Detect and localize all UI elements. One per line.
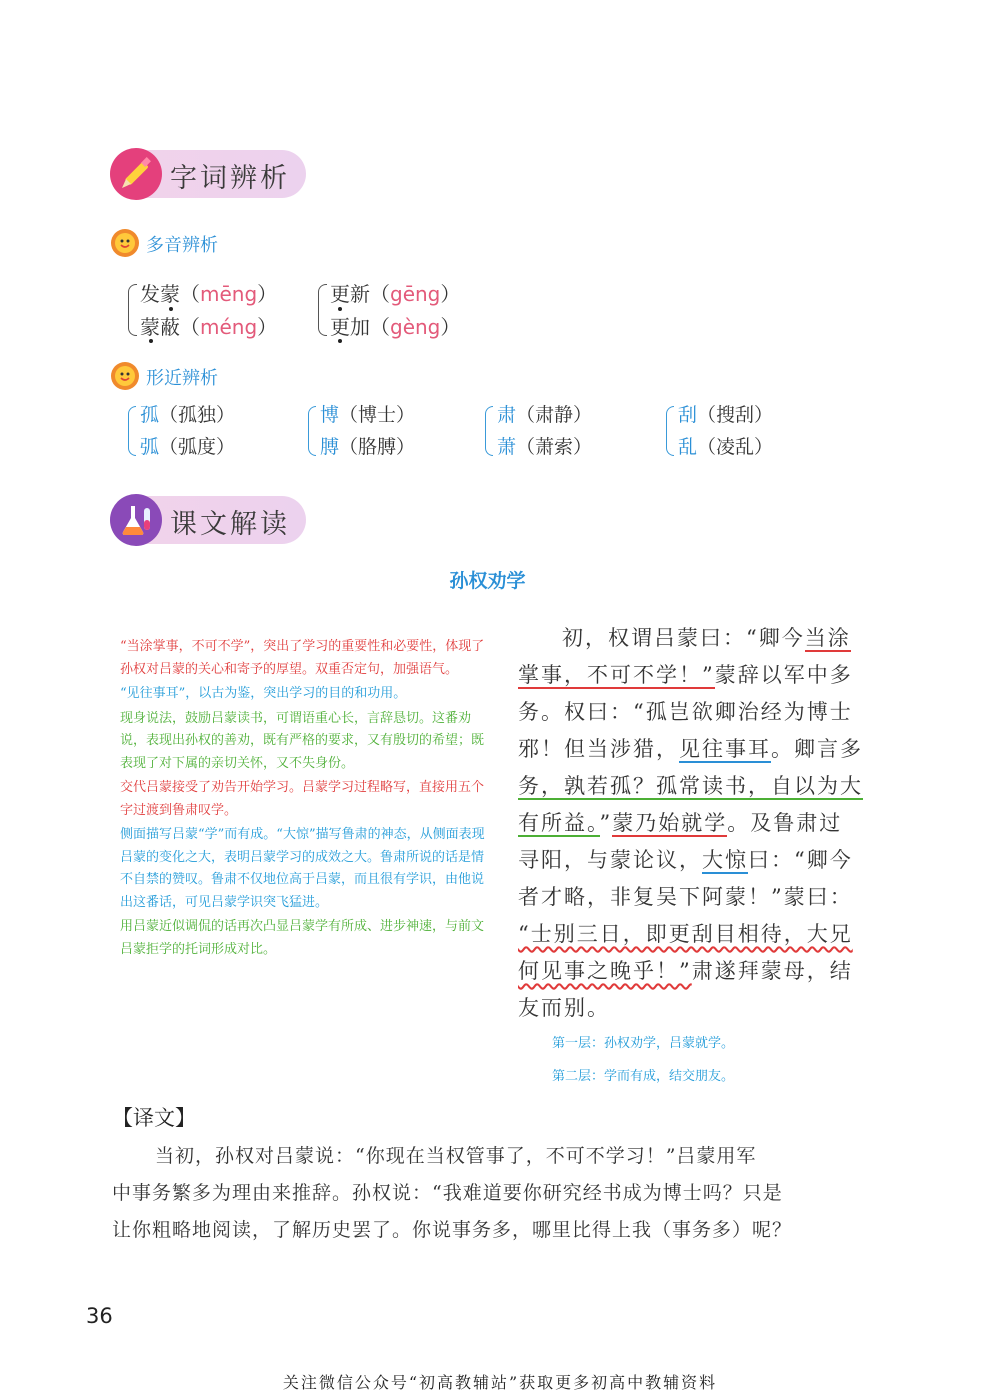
layer-summary: 第一层：孙权劝学，吕蒙就学。	[552, 1036, 735, 1051]
footer-note: 关注微信公众号“初高教辅站”获取更多初高中教辅资料	[282, 1373, 718, 1392]
translation-line: 中事务繁多为理由来推辞。孙权说：“我难道要你研究经书成为博士吗？只是	[112, 1182, 783, 1204]
note: 侧面描写吕蒙“学”而有成。“大惊”描写鲁肃的神态，从侧面表现吕蒙的变化之大，表明吕蒙学习的成效之大。鲁肃所说的话是情不自禁的赞叹。鲁肃不仅地位高于吕蒙，而且很有学识，由他说出这番话，可见吕蒙学识突飞猛进。	[120, 827, 485, 910]
emphasis-dot	[338, 339, 342, 343]
page-number: 36	[86, 1304, 113, 1328]
similar-group: 博（博士） 膊（胳膊）	[308, 400, 468, 464]
sun-icon	[110, 228, 140, 258]
note: “当涂掌事，不可不学”，突出了学习的重要性和必要性，体现了孙权对吕蒙的关心和寄予的厚望。双重否定句，加强语气。	[120, 639, 485, 677]
translation-line: 当初，孙权对吕蒙说：“你现在当权管事了，不可不学习！”吕蒙用军	[155, 1145, 757, 1167]
polyphone-group-2	[318, 278, 488, 348]
polyphone-row: 蒙蔽（méng）	[140, 315, 278, 339]
polyphone-row: 更加（gèng）	[330, 315, 461, 339]
section-header-word-analysis	[110, 150, 306, 198]
note: 交代吕蒙接受了劝告开始学习。吕蒙学习过程略写，直接用五个字过渡到鲁肃叹学。	[120, 780, 485, 818]
layer-summary: 第二层：学而有成，结交朋友。	[552, 1069, 735, 1084]
note: “见往事耳”，以古为鉴，突出学习的目的和功用。	[120, 686, 407, 701]
note: 用吕蒙近似调侃的话再次凸显吕蒙学有所成、进步神速，与前文吕蒙拒学的托词形成对比。	[120, 919, 485, 957]
translation-heading: 【译文】	[112, 1106, 196, 1130]
section-header-text-reading	[110, 496, 306, 544]
annotation-notes	[120, 636, 492, 963]
flask-icon	[110, 494, 162, 546]
emphasis-dot	[169, 307, 173, 311]
similar-heading-text: 形近辨析	[146, 368, 218, 389]
pencil-icon	[110, 148, 162, 200]
polyphone-group-1	[128, 278, 298, 348]
section-title: 课文解读	[170, 509, 290, 540]
polyphone-heading-text: 多音辨析	[146, 235, 218, 256]
section-title: 字词辨析	[170, 163, 290, 194]
translation-line: 让你粗略地阅读，了解历史罢了。你说事务多，哪里比得上我（事务多）呢？	[112, 1219, 793, 1241]
emphasis-dot	[338, 307, 342, 311]
note: 现身说法，鼓励吕蒙读书，可谓语重心长，言辞恳切。这番劝说，表现出孙权的善劝，既有严格的要求，又有殷切的希望；既表现了对下属的亲切关怀，又不失身份。	[120, 710, 485, 771]
polyphone-row: 发蒙（mēng）	[140, 282, 278, 306]
similar-group: 肃（肃静） 萧（萧索）	[485, 400, 645, 464]
similar-group: 孤（孤独） 弧（弧度）	[128, 400, 288, 464]
polyphone-row: 更新（gēng）	[330, 282, 461, 306]
sun-icon	[110, 361, 140, 391]
emphasis-dot	[149, 339, 153, 343]
similar-group: 刮（搜刮） 乱（凌乱）	[666, 400, 826, 464]
article-title: 孙权劝学	[449, 570, 526, 592]
